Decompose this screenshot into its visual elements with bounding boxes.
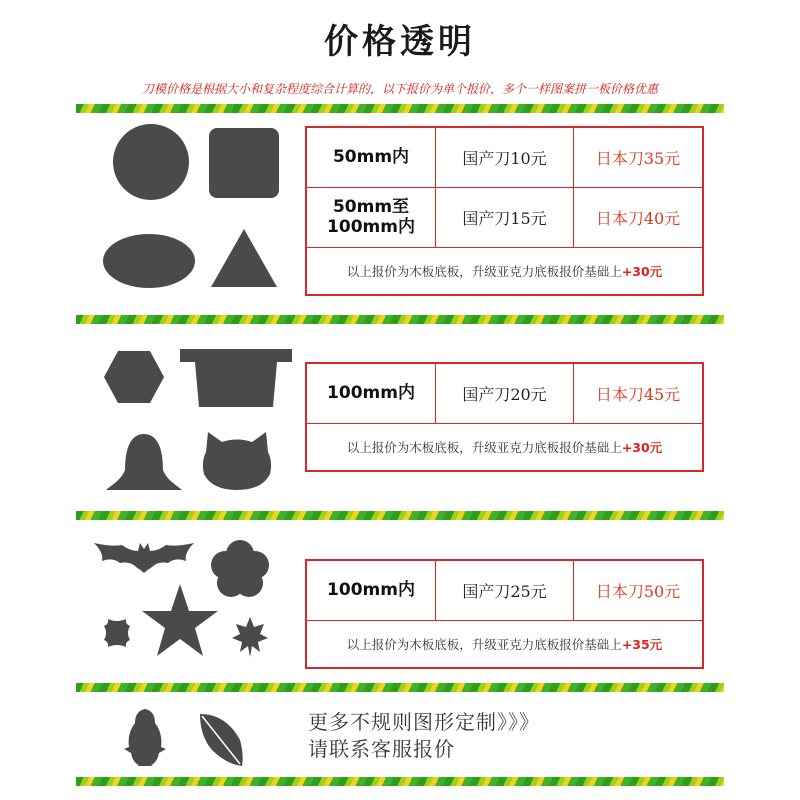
- pricing-subtitle: 刀模价格是根据大小和复杂程度综合计算的，以下报价为单个报价，多个一样图案拼一板价格优惠: [141, 82, 658, 96]
- custom-quote-cta: [308, 709, 540, 763]
- note-surcharge: +30元: [621, 263, 663, 279]
- size-cell: 50mm内: [306, 127, 436, 187]
- acrylic-upgrade-note: [306, 247, 703, 295]
- domestic-price-cell: 国产刀25元: [436, 560, 574, 620]
- size-cell: 100mm内: [306, 560, 436, 620]
- trapezoid-lid-shape: [179, 347, 293, 409]
- circle-shape: [113, 124, 189, 200]
- note-text: 以上报价为木板底板，升级亚克力底板报价基础上: [346, 636, 622, 652]
- bell-shape: [105, 430, 183, 492]
- triangle-shape: [209, 227, 279, 289]
- star-shape: [141, 583, 219, 657]
- note-surcharge: +30元: [621, 439, 663, 455]
- divider-stripe: [76, 683, 724, 692]
- size-cell: 100mm内: [306, 363, 436, 423]
- hexagon-shape: [103, 350, 165, 404]
- japan-price-cell: 日本刀40元: [574, 187, 704, 247]
- page-title: 价格透明: [324, 22, 476, 62]
- domestic-price-cell: 国产刀20元: [436, 363, 574, 423]
- penguin-shape: [123, 707, 167, 767]
- price-table-2: [305, 362, 704, 472]
- divider-stripe: [76, 511, 724, 520]
- leather-hide-shape: [102, 618, 132, 648]
- bat-shape: [92, 539, 196, 575]
- domestic-price-cell: 国产刀10元: [436, 127, 574, 187]
- acrylic-upgrade-note: [306, 620, 703, 668]
- price-table-3: [305, 559, 704, 669]
- cta-line-1: 更多不规则图形定制》》》: [308, 710, 540, 734]
- note-text: 以上报价为木板底板，升级亚克力底板报价基础上: [346, 263, 622, 279]
- leaf-shape: [196, 710, 246, 768]
- japan-price-cell: 日本刀35元: [574, 127, 704, 187]
- maple-leaf-shape: [231, 616, 269, 658]
- domestic-price-cell: 国产刀15元: [436, 187, 574, 247]
- acrylic-upgrade-note: [306, 423, 703, 471]
- divider-stripe: [76, 315, 724, 324]
- divider-stripe: [76, 777, 724, 786]
- ellipse-shape: [103, 234, 195, 288]
- price-table-1: [305, 126, 704, 296]
- divider-stripe: [76, 104, 724, 113]
- japan-price-cell: 日本刀50元: [574, 560, 704, 620]
- cta-line-2: 请联系客服报价: [308, 737, 455, 761]
- note-surcharge: +35元: [621, 636, 663, 652]
- cat-face-shape: [200, 428, 274, 492]
- japan-price-cell: 日本刀45元: [574, 363, 704, 423]
- rounded-square-shape: [209, 128, 279, 198]
- size-cell: 50mm至 100mm内: [306, 187, 436, 247]
- note-text: 以上报价为木板底板，升级亚克力底板报价基础上: [346, 439, 622, 455]
